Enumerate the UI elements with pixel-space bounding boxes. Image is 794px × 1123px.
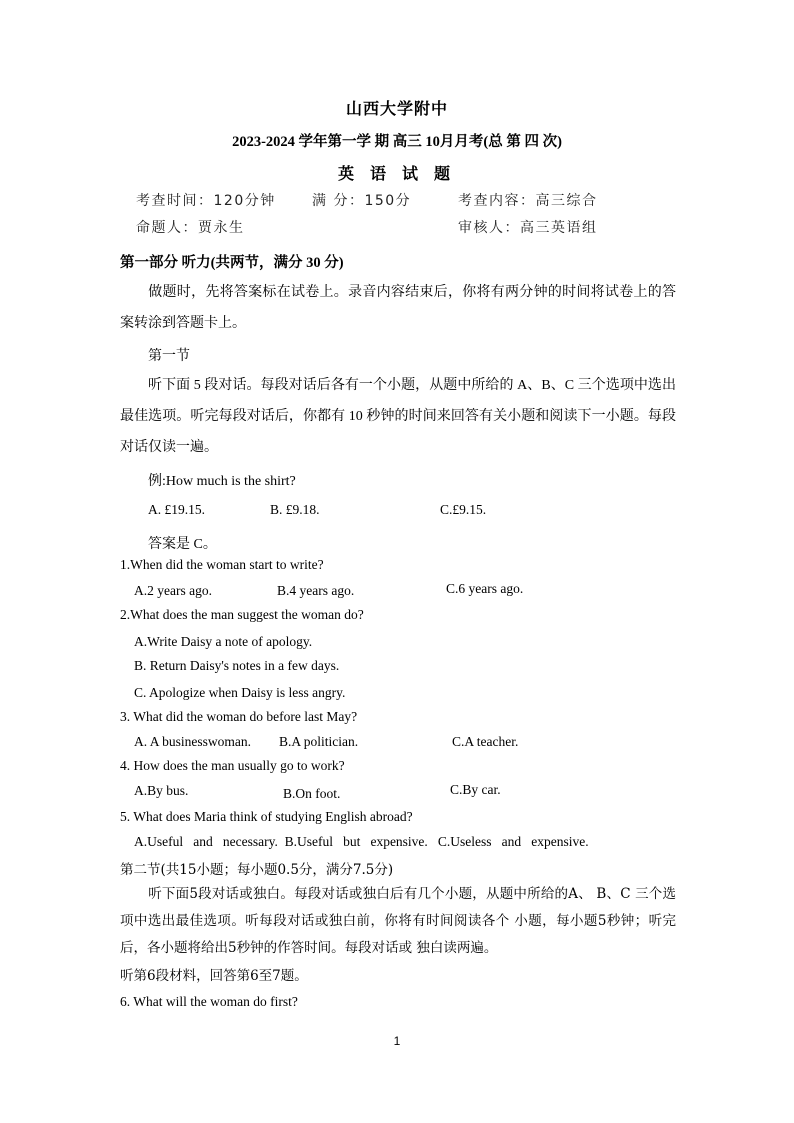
question-1-option-a: A.2 years ago. [134,583,212,598]
example-option-a: A. £19.15. [148,502,205,517]
section2-instructions: 听下面5段对话或独白。每段对话或独白后有几个小题，从题中所给的A、 B、C 三个选项中选出最佳选项。听每段对话或独白前，你将有时间阅读各个 小题，每小题5秒钟；听完后，各小题将给出5秒钟的作答时间。每段对话或 独白读两遍。 [120,886,676,956]
section1-instructions: 听下面 5 段对话。每段对话后各有一个小题，从题中所给的 A、B、C 三个选项中选出最佳选项。听完每段对话后，你都有 10 秒钟的时间来回答有关小题和阅读下一小题。每段对话仅读一遍。 [120,378,676,455]
example-question: 例:How much is the shirt? [148,474,296,489]
exam-title: 2023-2024 学年第一学 期 高三 10月月考(总 第 四 次) [232,134,562,150]
part1-heading: 第一部分 听力(共两节，满分 30 分) [120,255,344,271]
question-5: 5. What does Maria think of studying English abroad? [120,809,413,824]
question-2-option-a: A.Write Daisy a note of apology. [134,634,313,649]
question-4: 4. How does the man usually go to work? [120,758,345,773]
example-option-c: C.£9.15. [440,502,487,517]
example-answer: 答案是 C。 [148,537,217,552]
subject-title: 英 语 试 题 [337,166,456,183]
question-6: 6. What will the woman do first? [120,994,298,1009]
school-name: 山西大学附中 [345,101,448,118]
question-1-option-b: B.4 years ago. [277,583,355,598]
question-2-option-b: B. Return Daisy's notes in a few days. [134,658,340,673]
question-4-option-a: A.By bus. [134,783,189,798]
question-1: 1.When did the woman start to write? [120,557,324,572]
exam-author: 命题人：贾永生 [136,220,245,236]
question-2: 2.What does the man suggest the woman do? [120,607,364,622]
question-3-option-c: C.A teacher. [452,734,519,749]
section1-heading: 第一节 [148,349,190,364]
question-4-option-b: B.On foot. [283,786,341,801]
question-1-option-c: C.6 years ago. [446,581,524,596]
question-3-option-a: A. A businesswoman. [134,734,252,749]
question-2-option-c: C. Apologize when Daisy is less angry. [134,685,346,700]
exam-reviewer: 审核人：高三英语组 [458,220,598,236]
exam-time: 考查时间：120分钟 [136,193,276,209]
question-3: 3. What did the woman do before last May? [120,709,358,724]
part1-intro: 做题时，先将答案标在试卷上。录音内容结束后，你将有两分钟的时间将试卷上的答案转涂到答题卡上。 [120,285,676,331]
full-score: 满 分：150分 [312,193,412,209]
section2-heading: 第二节(共15小题；每小题0.5分，满分7.5分) [120,862,394,878]
question-4-option-c: C.By car. [450,782,501,797]
exam-content: 考查内容：高三综合 [458,193,598,209]
material-6-note: 听第6段材料，回答第6至7题。 [120,968,308,984]
example-option-b: B. £9.18. [270,502,320,517]
page-number: 1 [393,1034,401,1048]
question-5-options: A.Useful and necessary. B.Useful but expensive. C.Useless and expensive. [134,834,589,849]
question-3-option-b: B.A politician. [279,734,359,749]
